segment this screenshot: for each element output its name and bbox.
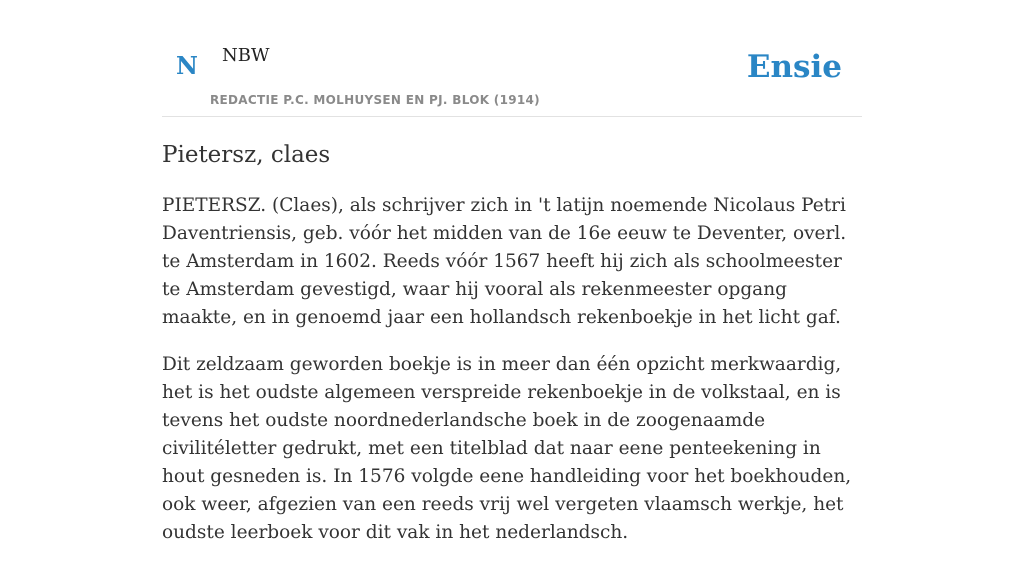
article-body	[162, 192, 862, 566]
source-subtitle: REDACTIE P.C. MOLHUYSEN EN PJ. BLOK (1914)	[210, 93, 540, 107]
source-header	[162, 0, 862, 117]
source-name-link[interactable]: NBW	[222, 45, 270, 66]
article-paragraph: Dit zeldzaam geworden boekje is in meer dan één opzicht merkwaardig, het is het oudste algemeen verspreide rekenboekje in de volkstaal, en is tevens het oudste noordnederlandsche boek in de zoogenaamde civilitéletter gedrukt, met een titelblad dat naar eene penteekening in hout gesneden is. In 1576 volgde eene handleiding voor het boekhouden, ook weer, afgezien van een reeds vrij wel vergeten vlaamsch werkje, het oudste leerboek voor dit vak in het nederlandsch.	[162, 354, 852, 543]
ensie-logo-link[interactable]: Ensie	[746, 49, 842, 85]
article-paragraph: PIETERSZ. (Claes), als schrijver zich in 't latijn noemende Nicolaus Petri Daventriensis, geb. vóór het midden van de 16e eeuw te Deventer, overl. te Amsterdam in 1602. Reeds vóór 1567 heeft hij zich als schoolmeester te Amsterdam gevestigd, waar hij vooral als rekenmeester opgang maakte, en in genoemd jaar een hollandsch rekenboekje in het licht gaf.	[162, 195, 847, 328]
article-title: Pietersz, claes	[162, 142, 331, 168]
source-logo[interactable]: N	[176, 51, 198, 80]
